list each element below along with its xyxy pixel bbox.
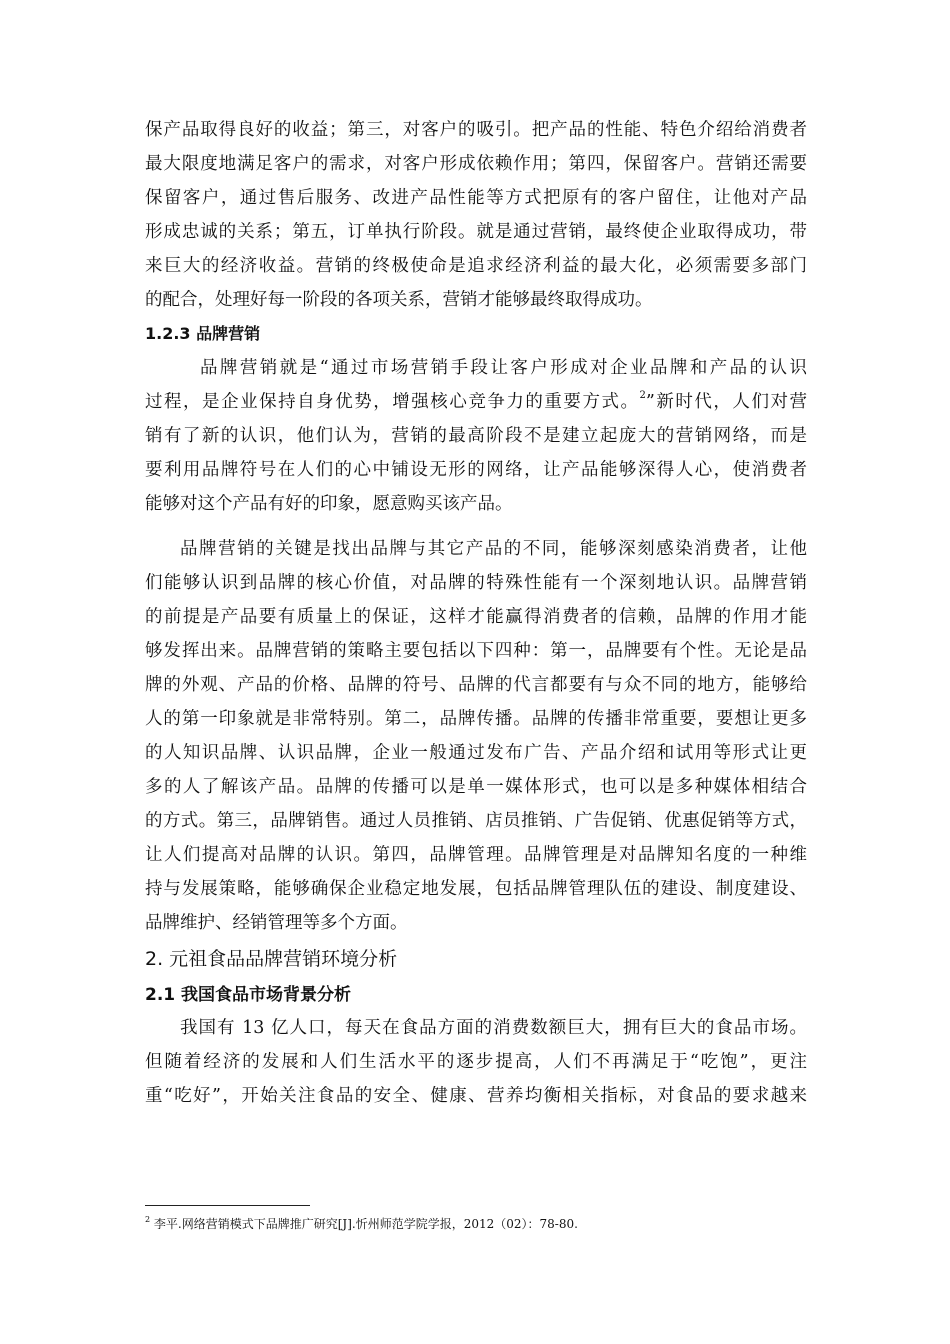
paragraph-line: 的人知识品牌、认识品牌，企业一般通过发布广告、产品介绍和试用等形式让更 <box>145 743 807 763</box>
paragraph-line: 们能够认识到品牌的核心价值，对品牌的特殊性能有一个深刻地认识。品牌营销 <box>145 573 807 593</box>
chapter-heading-2: 2. 元祖食品品牌营销环境分析 <box>145 948 398 970</box>
paragraph-line: 人的第一印象就是非常特别。第二，品牌传播。品牌的传播非常重要，要想让更多 <box>145 709 807 729</box>
paragraph-line: 的前提是产品要有质量上的保证，这样才能赢得消费者的信赖，品牌的作用才能 <box>145 607 807 627</box>
paragraph-line: 要利用品牌符号在人们的心中铺设无形的网络，让产品能够深得人心，使消费者 <box>145 460 807 480</box>
footnote-ref: 2 <box>639 390 646 402</box>
paragraph-line: 但随着经济的发展和人们生活水平的逐步提高，人们不再满足于“吃饱”，更注 <box>145 1052 807 1072</box>
paragraph-line: 品牌维护、经销管理等多个方面。 <box>145 913 408 933</box>
paragraph-line: 保产品取得良好的收益；第三，对客户的吸引。把产品的性能、特色介绍给消费者 <box>145 120 807 140</box>
paragraph-line: 的方式。第三，品牌销售。通过人员推销、店员推销、广告促销、优惠促销等方式， <box>145 811 807 831</box>
footnote <box>145 1216 578 1232</box>
paragraph-line: 多的人了解该产品。品牌的传播可以是单一媒体形式，也可以是多种媒体相结合 <box>145 777 807 797</box>
paragraph-line: 持与发展策略，能够确保企业稳定地发展，包括品牌管理队伍的建设、制度建设、 <box>145 879 807 899</box>
paragraph-line <box>145 390 807 414</box>
paragraph-line: 来巨大的经济收益。营销的终极使命是追求经济利益的最大化，必须需要多部门 <box>145 256 807 276</box>
paragraph-line: 保留客户，通过售后服务、改进产品性能等方式把原有的客户留住，让他对产品 <box>145 188 807 208</box>
footnote-divider <box>145 1205 310 1206</box>
paragraph-line: 的配合，处理好每一阶段的各项关系，营销才能够最终取得成功。 <box>145 290 653 310</box>
paragraph-text: 过程，是企业保持自身优势，增强核心竞争力的重要方式。 <box>145 392 640 412</box>
paragraph-line: 品牌营销的关键是找出品牌与其它产品的不同，能够深刻感染消费者，让他 <box>180 539 807 559</box>
paragraph-line: 重“吃好”，开始关注食品的安全、健康、营养均衡相关指标，对食品的要求越来 <box>145 1086 807 1106</box>
paragraph-line: 我国有 13 亿人口，每天在食品方面的消费数额巨大，拥有巨大的食品市场。 <box>180 1018 807 1038</box>
paragraph-line: 销有了新的认识，他们认为，营销的最高阶段不是建立起庞大的营销网络，而是 <box>145 426 807 446</box>
paragraph-line: 牌的外观、产品的价格、品牌的符号、品牌的代言都要有与众不同的地方，能够给 <box>145 675 807 695</box>
footnote-number: 2 <box>145 1215 151 1224</box>
paragraph-line: 品牌营销就是“通过市场营销手段让客户形成对企业品牌和产品的认识 <box>200 358 807 378</box>
section-heading-1-2-3: 1.2.3 品牌营销 <box>145 324 261 343</box>
footnote-text: 李平.网络营销模式下品牌推广研究[J].忻州师范学院学报，2012（02）：78-80. <box>153 1217 578 1231</box>
paragraph-line: 让人们提高对品牌的认识。第四，品牌管理。品牌管理是对品牌知名度的一种维 <box>145 845 807 865</box>
paragraph-line: 最大限度地满足客户的需求，对客户形成依赖作用；第四，保留客户。营销还需要 <box>145 154 807 174</box>
paragraph-text: ”新时代，人们对营 <box>645 392 807 412</box>
paragraph-line: 形成忠诚的关系；第五，订单执行阶段。就是通过营销，最终使企业取得成功，带 <box>145 222 807 242</box>
paragraph-line: 够发挥出来。品牌营销的策略主要包括以下四种：第一，品牌要有个性。无论是品 <box>145 641 807 661</box>
paragraph-line: 能够对这个产品有好的印象，愿意购买该产品。 <box>145 494 513 514</box>
section-heading-2-1: 2.1 我国食品市场背景分析 <box>145 985 352 1005</box>
